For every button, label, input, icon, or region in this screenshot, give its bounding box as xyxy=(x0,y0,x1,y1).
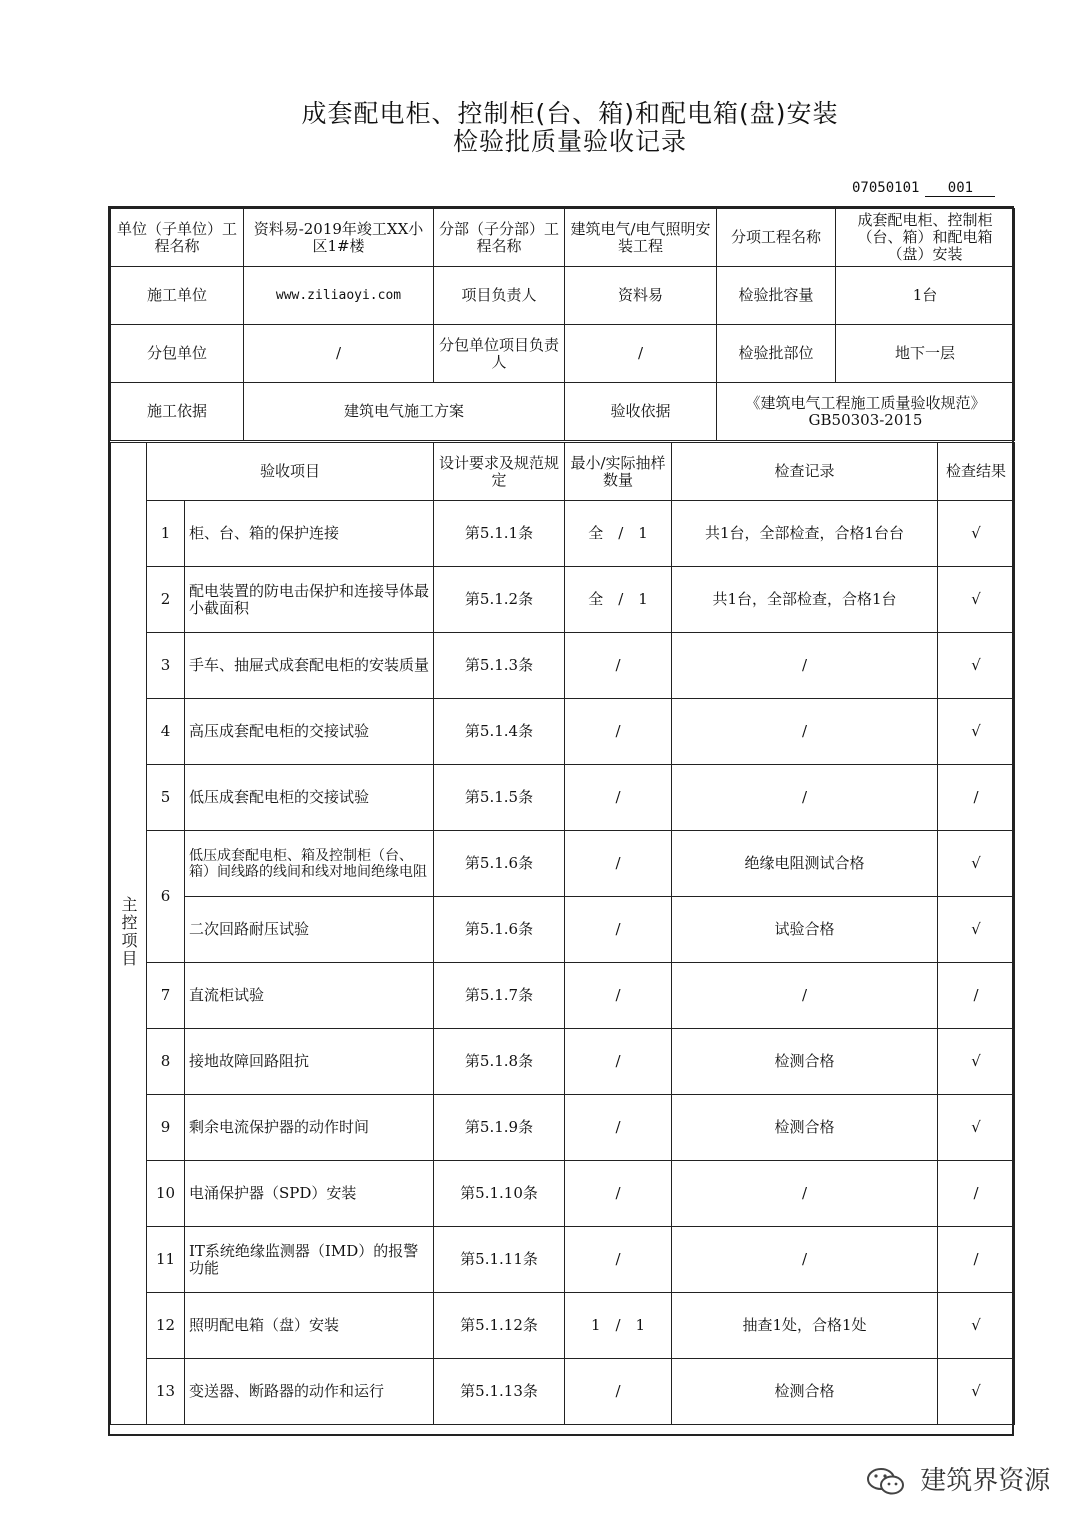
row-sample: / xyxy=(565,765,672,831)
row-sample: / xyxy=(565,831,672,897)
row-no: 6 xyxy=(147,831,185,963)
row-record: 共1台，全部检查，合格1台台 xyxy=(672,501,938,567)
table-row xyxy=(111,633,1015,699)
document-number-suffix: 001 xyxy=(925,180,995,197)
row-no: 1 xyxy=(147,501,185,567)
row-spec: 第5.1.9条 xyxy=(434,1095,565,1161)
row-result: √ xyxy=(938,633,1015,699)
row-result: / xyxy=(938,1161,1015,1227)
row-record: 抽查1处，合格1处 xyxy=(672,1293,938,1359)
row-result: / xyxy=(938,765,1015,831)
unit-value: 资料易-2019年竣工XX小区1#楼 xyxy=(244,209,434,267)
page-title: 成套配电柜、控制柜(台、箱)和配电箱(盘)安装 xyxy=(301,99,839,128)
row-name: 照明配电箱（盘）安装 xyxy=(185,1293,434,1359)
capacity-label: 检验批容量 xyxy=(717,267,836,325)
row-sample: / xyxy=(565,699,672,765)
row-no: 11 xyxy=(147,1227,185,1293)
row-no: 8 xyxy=(147,1029,185,1095)
row-result: √ xyxy=(938,831,1015,897)
row-record: 检测合格 xyxy=(672,1359,938,1425)
row-record: / xyxy=(672,1227,938,1293)
row-no: 5 xyxy=(147,765,185,831)
row-name: IT系统绝缘监测器（IMD）的报警功能 xyxy=(185,1227,434,1293)
row-spec: 第5.1.2条 xyxy=(434,567,565,633)
basis-label: 施工依据 xyxy=(111,383,244,441)
row-spec: 第5.1.5条 xyxy=(434,765,565,831)
division-value: 建筑电气/电气照明安装工程 xyxy=(565,209,717,267)
row-sample: 全 / 1 xyxy=(565,567,672,633)
unit-label: 单位（子单位）工程名称 xyxy=(111,209,244,267)
row-spec: 第5.1.4条 xyxy=(434,699,565,765)
page-subtitle: 检验批质量验收记录 xyxy=(452,127,687,156)
table-row xyxy=(111,501,1015,567)
row-record: / xyxy=(672,633,938,699)
table-row xyxy=(111,1095,1015,1161)
row-result: / xyxy=(938,1227,1015,1293)
table-row xyxy=(111,699,1015,765)
wechat-icon xyxy=(866,1466,920,1496)
row-name: 低压成套配电柜、箱及控制柜（台、箱）间线路的线间和线对地间绝缘电阻 xyxy=(185,831,434,897)
row-no: 7 xyxy=(147,963,185,1029)
row-no: 3 xyxy=(147,633,185,699)
table-row xyxy=(111,897,1015,963)
row-spec: 第5.1.6条 xyxy=(434,897,565,963)
row-sample: 全 / 1 xyxy=(565,501,672,567)
row-name: 二次回路耐压试验 xyxy=(185,897,434,963)
row-sample: / xyxy=(565,1029,672,1095)
row-spec: 第5.1.3条 xyxy=(434,633,565,699)
division-label: 分部（子分部）工程名称 xyxy=(434,209,565,267)
row-spec: 第5.1.12条 xyxy=(434,1293,565,1359)
row-spec: 第5.1.11条 xyxy=(434,1227,565,1293)
row-result: √ xyxy=(938,1095,1015,1161)
row-result: / xyxy=(938,963,1015,1029)
row-name: 变送器、断路器的动作和运行 xyxy=(185,1359,434,1425)
col-sample: 最小/实际抽样数量 xyxy=(565,443,672,501)
row-no: 9 xyxy=(147,1095,185,1161)
row-record: / xyxy=(672,1161,938,1227)
row-sample: / xyxy=(565,963,672,1029)
table-row xyxy=(111,567,1015,633)
contractor-value: www.ziliaoyi.com xyxy=(244,267,434,325)
row-sample: / xyxy=(565,1095,672,1161)
row-record: 共1台，全部检查，合格1台 xyxy=(672,567,938,633)
row-name: 直流柜试验 xyxy=(185,963,434,1029)
row-name: 接地故障回路阻抗 xyxy=(185,1029,434,1095)
row-sample: / xyxy=(565,1227,672,1293)
basis-value: 建筑电气施工方案 xyxy=(244,383,565,441)
table-row xyxy=(111,1227,1015,1293)
table-row xyxy=(111,831,1015,897)
manager-value: 资料易 xyxy=(565,267,717,325)
row-result: √ xyxy=(938,699,1015,765)
col-result: 检查结果 xyxy=(938,443,1015,501)
items-table xyxy=(110,442,1015,1425)
document-number xyxy=(852,180,995,197)
row-spec: 第5.1.6条 xyxy=(434,831,565,897)
subitem-label: 分项工程名称 xyxy=(717,209,836,267)
row-no: 2 xyxy=(147,567,185,633)
row-sample: / xyxy=(565,633,672,699)
row-result: √ xyxy=(938,1029,1015,1095)
section-label-cell xyxy=(111,443,147,1425)
row-result: √ xyxy=(938,501,1015,567)
row-spec: 第5.1.13条 xyxy=(434,1359,565,1425)
col-record: 检查记录 xyxy=(672,443,938,501)
watermark-text: 建筑界资源 xyxy=(920,1466,1051,1496)
row-sample: / xyxy=(565,1161,672,1227)
section-label: 主控项目 xyxy=(119,895,138,968)
row-result: √ xyxy=(938,567,1015,633)
row-spec: 第5.1.1条 xyxy=(434,501,565,567)
row-no: 13 xyxy=(147,1359,185,1425)
subcontractor-value: / xyxy=(244,325,434,383)
row-record: 检测合格 xyxy=(672,1095,938,1161)
row-sample: 1 / 1 xyxy=(565,1293,672,1359)
row-name: 柜、台、箱的保护连接 xyxy=(185,501,434,567)
row-name: 低压成套配电柜的交接试验 xyxy=(185,765,434,831)
row-record: / xyxy=(672,699,938,765)
location-value: 地下一层 xyxy=(836,325,1015,383)
manager-label: 项目负责人 xyxy=(434,267,565,325)
subcontractor-label: 分包单位 xyxy=(111,325,244,383)
sub-manager-value: / xyxy=(565,325,717,383)
location-label: 检验批部位 xyxy=(717,325,836,383)
table-row xyxy=(111,1161,1015,1227)
row-sample: / xyxy=(565,1359,672,1425)
subitem-value: 成套配电柜、控制柜（台、箱）和配电箱（盘）安装 xyxy=(836,209,1015,267)
row-result: √ xyxy=(938,897,1015,963)
row-name: 手车、抽屉式成套配电柜的安装质量 xyxy=(185,633,434,699)
row-record: / xyxy=(672,963,938,1029)
acceptance-basis-label: 验收依据 xyxy=(565,383,717,441)
row-record: 绝缘电阻测试合格 xyxy=(672,831,938,897)
row-record: 试验合格 xyxy=(672,897,938,963)
row-name: 高压成套配电柜的交接试验 xyxy=(185,699,434,765)
row-name: 配电装置的防电击保护和连接导体最小截面积 xyxy=(185,567,434,633)
row-spec: 第5.1.8条 xyxy=(434,1029,565,1095)
table-row xyxy=(111,1359,1015,1425)
row-sample: / xyxy=(565,897,672,963)
table-row xyxy=(111,1293,1015,1359)
table-row xyxy=(111,963,1015,1029)
row-name: 剩余电流保护器的动作时间 xyxy=(185,1095,434,1161)
sub-manager-label: 分包单位项目负责人 xyxy=(434,325,565,383)
row-no: 10 xyxy=(147,1161,185,1227)
row-result: √ xyxy=(938,1359,1015,1425)
row-name: 电涌保护器（SPD）安装 xyxy=(185,1161,434,1227)
capacity-value: 1台 xyxy=(836,267,1015,325)
row-no: 12 xyxy=(147,1293,185,1359)
table-row xyxy=(111,765,1015,831)
col-spec: 设计要求及规范规定 xyxy=(434,443,565,501)
watermark xyxy=(866,1460,1050,1498)
contractor-label: 施工单位 xyxy=(111,267,244,325)
col-item: 验收项目 xyxy=(147,443,434,501)
items-header-row xyxy=(111,443,1015,501)
header-table xyxy=(110,208,1015,441)
table-row xyxy=(111,1029,1015,1095)
row-record: 检测合格 xyxy=(672,1029,938,1095)
row-result: √ xyxy=(938,1293,1015,1359)
row-spec: 第5.1.10条 xyxy=(434,1161,565,1227)
row-no: 4 xyxy=(147,699,185,765)
row-spec: 第5.1.7条 xyxy=(434,963,565,1029)
row-record: / xyxy=(672,765,938,831)
document-number-prefix: 07050101 xyxy=(852,180,920,196)
acceptance-basis-value: 《建筑电气工程施工质量验收规范》GB50303-2015 xyxy=(717,383,1015,441)
